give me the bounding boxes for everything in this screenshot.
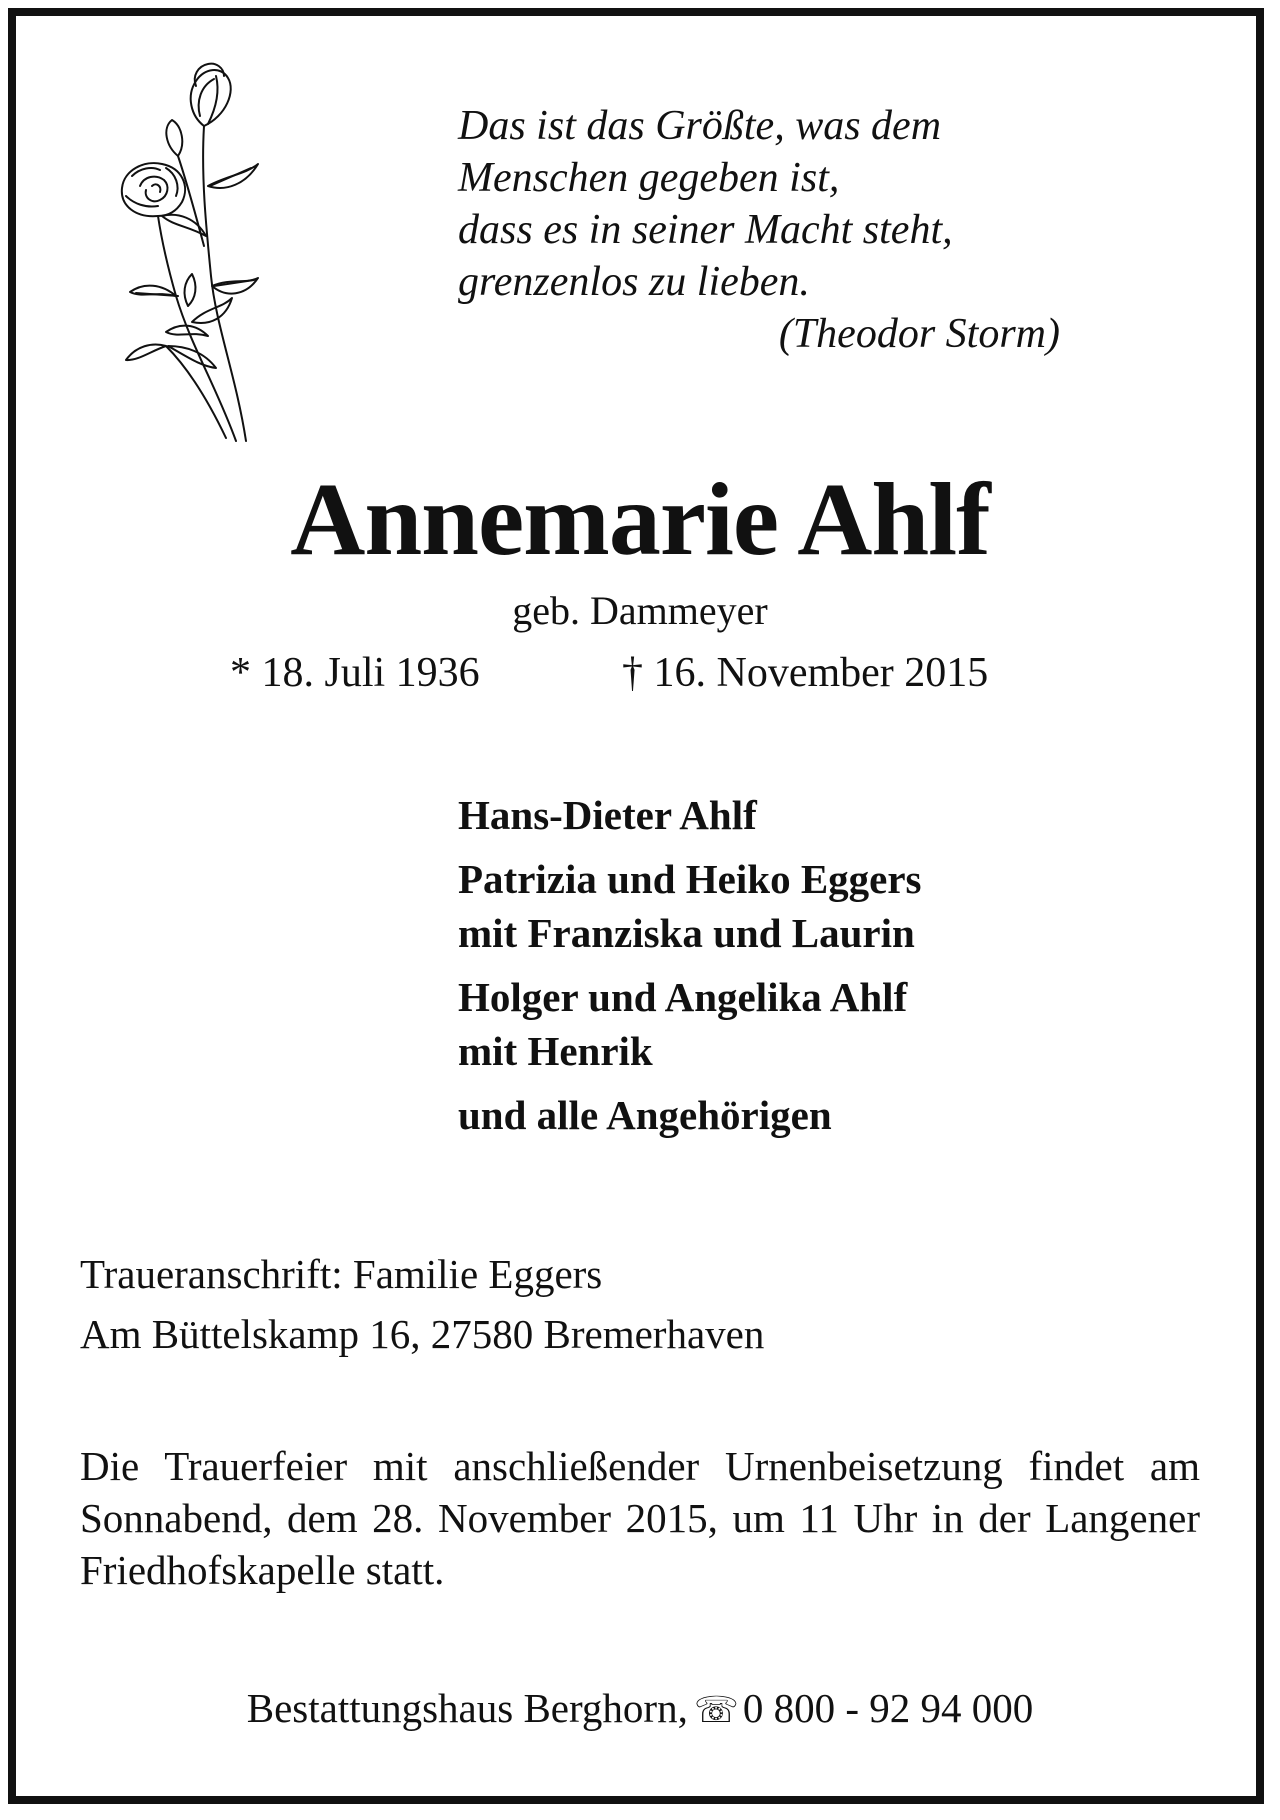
mourner-line: Hans-Dieter Ahlf	[458, 792, 757, 838]
funeral-home	[0, 1682, 1280, 1737]
mourning-address	[80, 1244, 764, 1364]
mourner-line: mit Franziska und Laurin	[458, 910, 915, 956]
mourner-group	[458, 970, 1158, 1078]
quote-line: grenzenlos zu lieben.	[458, 259, 810, 305]
telephone-icon: ☏	[693, 1690, 739, 1731]
mourner-group	[458, 788, 1158, 842]
mourner-group	[458, 1088, 1158, 1142]
mourner-group	[458, 852, 1158, 960]
funeral-home-phone: 0 800 - 92 94 000	[742, 1685, 1034, 1731]
birth-name: geb. Dammeyer	[512, 588, 768, 633]
mourner-line: Holger und Angelika Ahlf	[458, 974, 908, 1020]
mourners-list	[458, 788, 1158, 1152]
mourner-line: und alle Angehörigen	[458, 1092, 832, 1138]
address-line: Am Büttelskamp 16, 27580 Bremerhaven	[80, 1311, 765, 1357]
quote-line: Das ist das Größte, was dem	[458, 103, 942, 149]
mourner-line: mit Henrik	[458, 1028, 653, 1074]
funeral-home-name: Bestattungshaus Berghorn,	[246, 1685, 688, 1731]
ceremony-notice: Die Trauerfeier mit anschließender Urnenbeisetzung findet am Sonnabend, dem 28. November 2015, um 11 Uhr in der Langener Friedhofskapelle statt.	[80, 1443, 1200, 1593]
death-date: † 16. November 2015	[622, 650, 989, 696]
address-line: Traueranschrift: Familie Eggers	[80, 1251, 603, 1297]
deceased-name: Annemarie Ahlf	[290, 462, 990, 577]
mourner-line: Patrizia und Heiko Eggers	[458, 856, 922, 902]
rose-illustration	[96, 46, 296, 446]
quote-author: (Theodor Storm)	[778, 311, 1060, 357]
quote	[458, 100, 1078, 360]
quote-line: Menschen gegeben ist,	[458, 155, 840, 201]
quote-line: dass es in seiner Macht steht,	[458, 207, 953, 253]
birth-date: * 18. Juli 1936	[230, 650, 480, 696]
